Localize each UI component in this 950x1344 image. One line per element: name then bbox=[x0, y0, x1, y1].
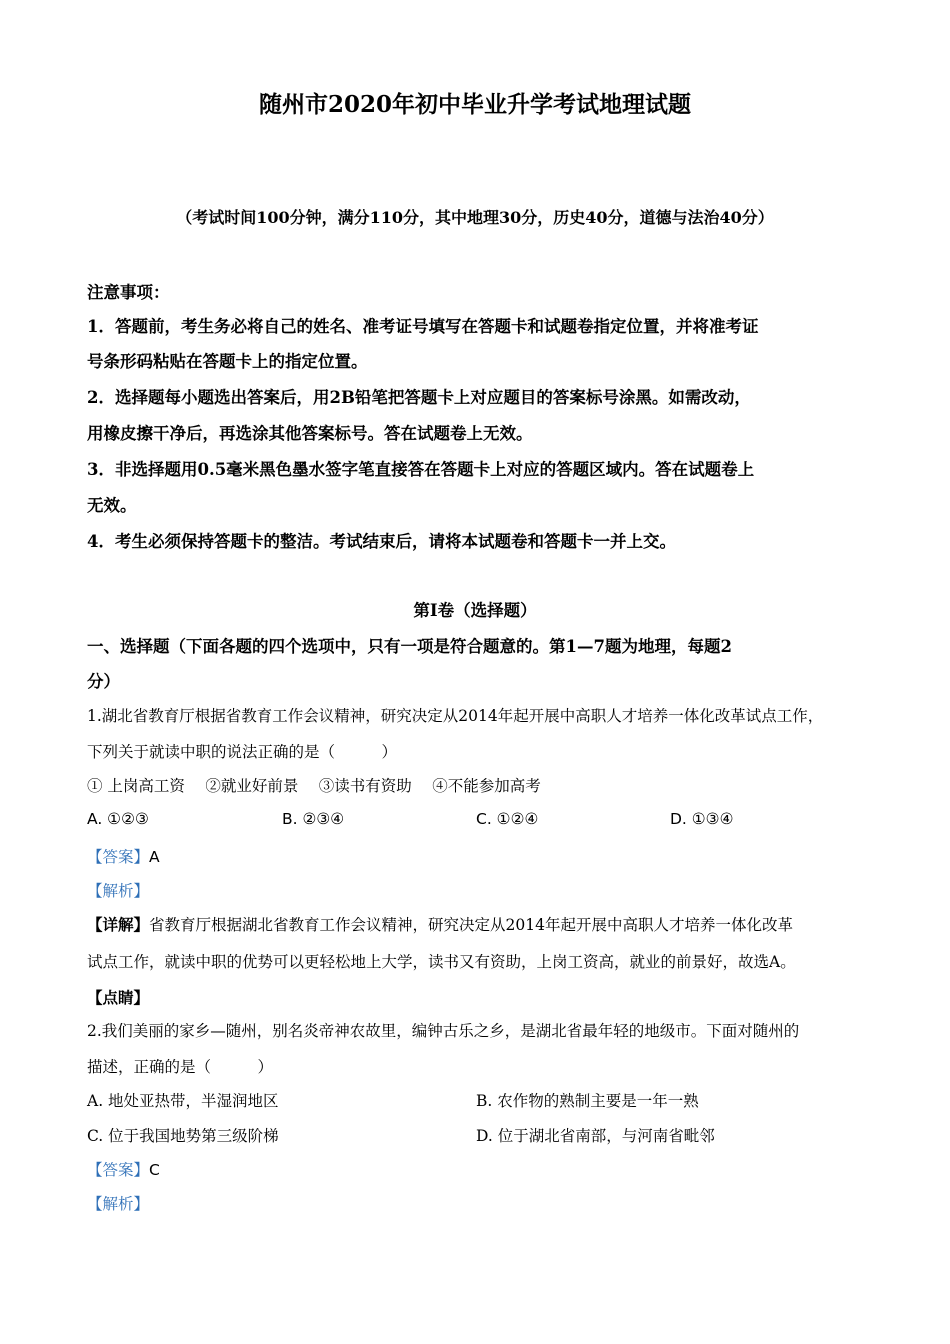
notice-item-2-line-1: 2．选择题每小题选出答案后，用2B铅笔把答题卡上对应题目的答案标号涂黑。如需改动， bbox=[87, 388, 751, 407]
notice-item-3-line-1: 3．非选择题用0.5毫米黑色墨水签字笔直接答在答题卡上对应的答题区域内。答在试题卷上 bbox=[87, 460, 755, 479]
notice-item-3-line-2: 无效。 bbox=[87, 496, 137, 515]
q1-option-b: B. ②③④ bbox=[282, 810, 345, 828]
q2-analysis-label: 【解析】 bbox=[87, 1195, 150, 1213]
part-heading-line-2: 分） bbox=[87, 672, 120, 691]
q2-option-c: C. 位于我国地势第三级阶梯 bbox=[87, 1127, 279, 1145]
q1-detail-text-1: 省教育厅根据湖北省教育工作会议精神，研究决定从2014年起开展中高职人才培养一体化改革 bbox=[149, 916, 793, 934]
q1-detail-line-1 bbox=[87, 913, 793, 935]
q2-option-d: D. 位于湖北省南部，与河南省毗邻 bbox=[476, 1127, 715, 1145]
q1-answer-label: 【答案】 bbox=[87, 848, 150, 866]
q1-answer-value: A bbox=[149, 848, 160, 866]
q1-comment-label: 【点睛】 bbox=[87, 988, 150, 1007]
volume-heading: 第Ⅰ卷（选择题） bbox=[413, 601, 537, 620]
q1-option-d: D. ①③④ bbox=[670, 810, 734, 828]
q2-option-b: B. 农作物的熟制主要是一年一熟 bbox=[476, 1092, 699, 1110]
q1-answer bbox=[87, 845, 160, 867]
notice-item-1-line-1: 1．答题前，考生务必将自己的姓名、准考证号填写在答题卡和试题卷指定位置，并将准考证 bbox=[87, 317, 759, 336]
q1-detail-line-2: 试点工作，就读中职的优势可以更轻松地上大学，读书又有资助，上岗工资高，就业的前景好，故选A。 bbox=[87, 953, 796, 971]
notice-item-1-line-2: 号条形码粘贴在答题卡上的指定位置。 bbox=[87, 352, 368, 371]
q1-option-a: A. ①②③ bbox=[87, 810, 149, 828]
notice-item-4: 4．考生必须保持答题卡的整洁。考试结束后，请将本试题卷和答题卡一并上交。 bbox=[87, 532, 676, 551]
notice-heading: 注意事项： bbox=[87, 283, 170, 302]
page-title: 随州市2020年初中毕业升学考试地理试题 bbox=[258, 91, 691, 118]
q2-answer bbox=[87, 1158, 160, 1180]
q1-stem-line-2: 下列关于就读中职的说法正确的是（ ） bbox=[87, 743, 398, 761]
q1-option-c: C. ①②④ bbox=[476, 810, 539, 828]
q2-answer-label: 【答案】 bbox=[87, 1161, 150, 1179]
q2-stem-line-1: 2.我们美丽的家乡—随州，别名炎帝神农故里，编钟古乐之乡，是湖北省最年轻的地级市。下面对随州的 bbox=[87, 1022, 800, 1040]
q2-answer-value: C bbox=[149, 1161, 160, 1179]
q1-analysis-label: 【解析】 bbox=[87, 882, 150, 900]
q2-option-a: A. 地处亚热带，半湿润地区 bbox=[87, 1092, 279, 1110]
part-heading-line-1: 一、选择题（下面各题的四个选项中，只有一项是符合题意的。第1—7题为地理，每题2 bbox=[87, 637, 732, 656]
q2-stem-line-2: 描述，正确的是（ ） bbox=[87, 1058, 274, 1076]
q1-stem-line-1: 1.湖北省教育厅根据省教育工作会议精神，研究决定从2014年起开展中高职人才培养一体化改革试点工作， bbox=[87, 707, 824, 725]
q1-detail-label: 【详解】 bbox=[87, 915, 150, 934]
exam-info: （考试时间100分钟，满分110分，其中地理30分，历史40分，道德与法治40分） bbox=[176, 208, 774, 227]
notice-item-2-line-2: 用橡皮擦干净后，再选涂其他答案标号。答在试题卷上无效。 bbox=[87, 424, 533, 443]
q1-statements: ① 上岗高工资 ②就业好前景 ③读书有资助 ④不能参加高考 bbox=[87, 777, 541, 795]
